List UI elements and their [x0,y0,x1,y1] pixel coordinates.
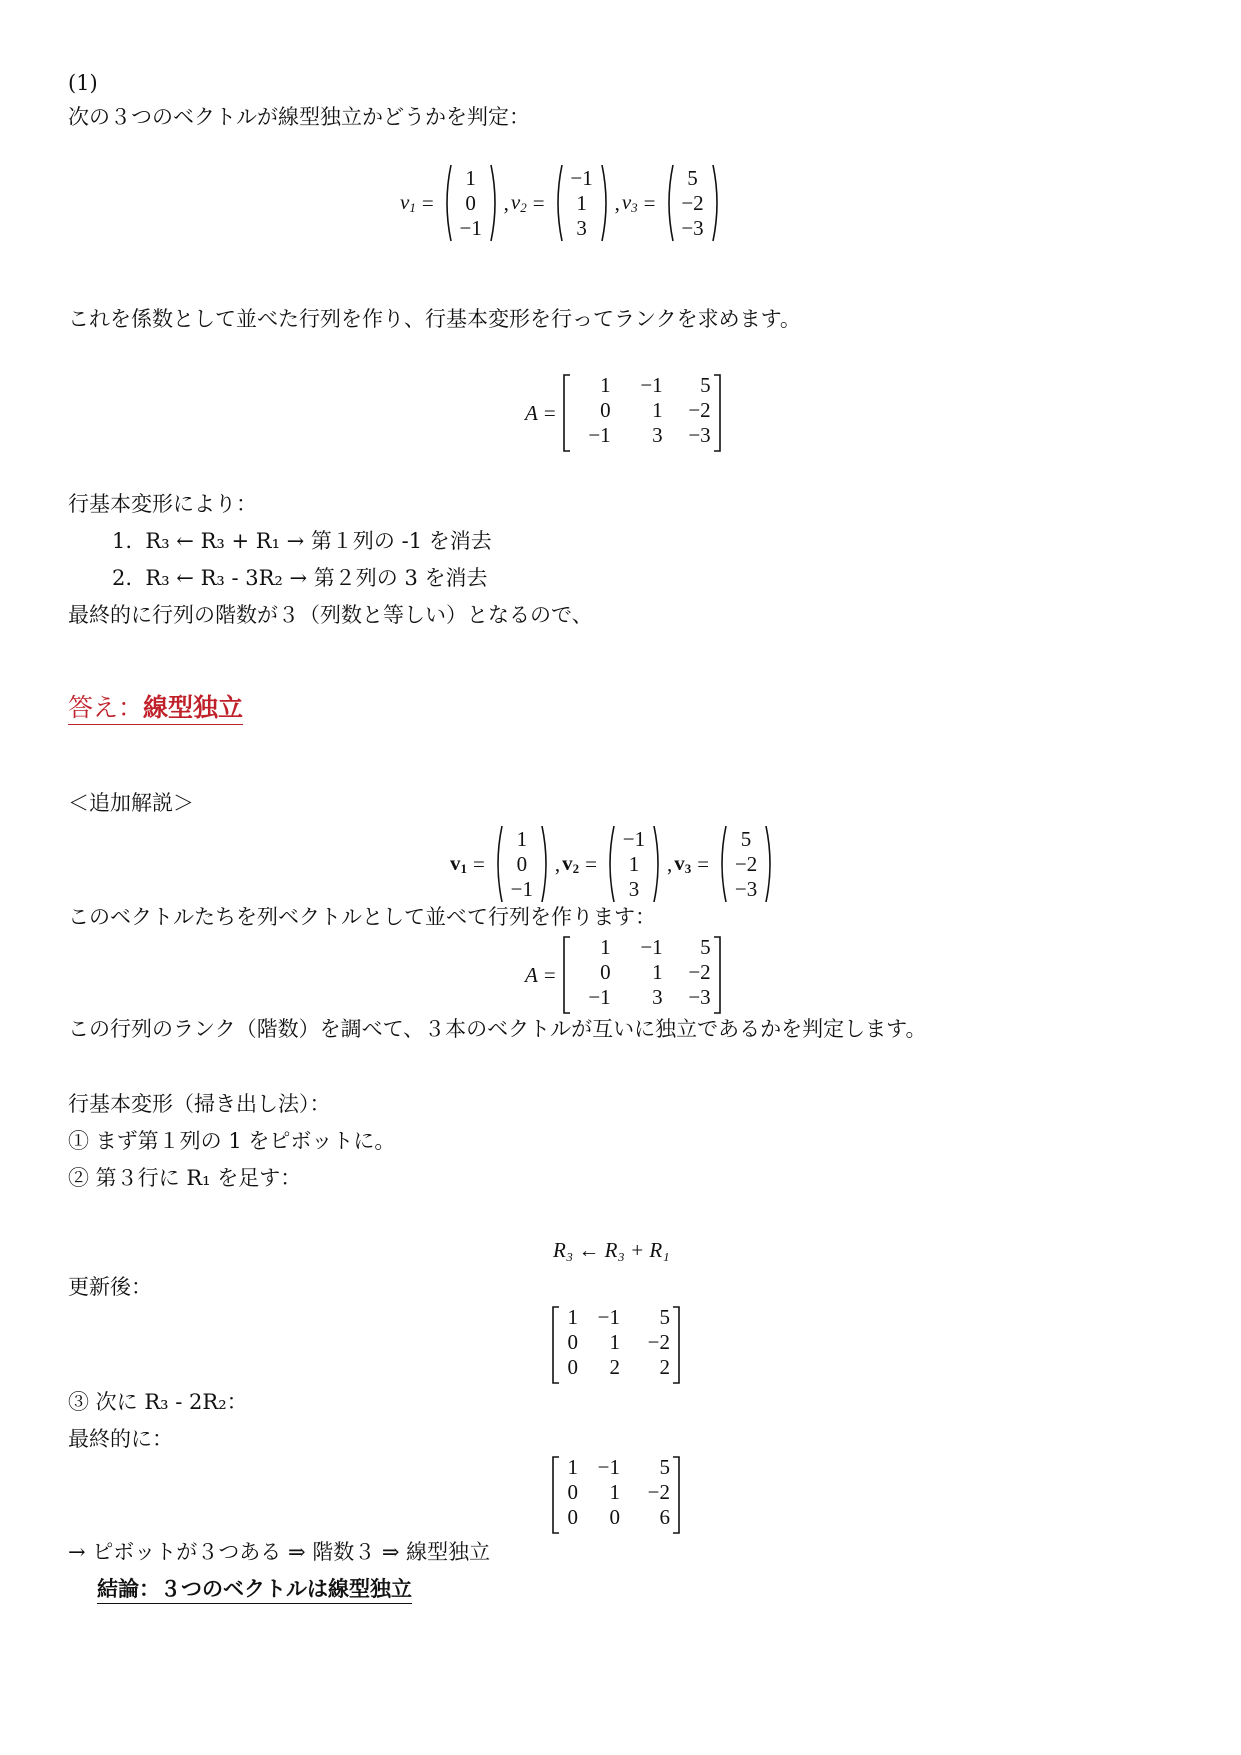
step-2: ② 第３行に R₁ を足す： [68,1166,302,1190]
pivot-line: → ピボットが３つある ⇒ 階数３ ⇒ 線型独立 [68,1540,491,1564]
vector-label-2: $v_2$ [510,190,527,215]
vector-equation: $v_1$ = 1 0 −1 , $v_2$ = −1 1 3 , $v_3$ = 5 −2 −3 [400,163,724,243]
matrix-a: A = 1 −1 5 0 1 −2 −1 3 −3 [525,373,722,453]
vector-2: −1 1 3 [553,163,611,243]
answer: 答え：線型独立 [68,692,243,725]
final-line: 最終的に行列の階数が３（列数と等しい）となるので、 [68,603,593,627]
step-3: ③ 次に R₃ - 2R₂： [68,1390,248,1414]
elimination-title: 行基本変形（掃き出し法）： [68,1092,331,1116]
intro-text: 次の３つのベクトルが線型独立かどうかを判定： [68,105,530,129]
matrix-final: 1 −1 5 0 1 −2 0 0 6 [551,1455,681,1535]
paragraph-2: このベクトルたちを列ベクトルとして並べて行列を作ります： [68,905,656,929]
vector-equation-bold: $v_1$ = 1 0 −1 , $v_2$ = −1 1 3 , $v_3$ = 5 −2 −3 [450,824,777,904]
final-label: 最終的に： [68,1427,173,1451]
paragraph-3: この行列のランク（階数）を調べて、３本のベクトルが互いに独立であるかを判定します。 [68,1017,927,1041]
vector-1: 1 0 −1 [442,163,500,243]
paragraph-1: これを係数として並べた行列を作り、行基本変形を行ってランクを求めます。 [68,307,801,331]
section-heading: (1) [68,71,98,95]
vector-label-1: $v_1$ [400,190,416,215]
op-item-1: 1. R₃ ← R₃ + R₁ → 第１列の -1 を消去 [112,529,492,553]
ops-intro: 行基本変形により： [68,492,257,516]
matrix-updated: 1 −1 5 0 1 −2 0 2 2 [551,1305,681,1385]
vector-label-3: $v_3$ [621,190,638,215]
updated-label: 更新後： [68,1275,152,1299]
step-formula: R₃ ← R₃ + R₁ [553,1238,670,1262]
op-item-2: 2. R₃ ← R₃ - 3R₂ → 第２列の 3 を消去 [112,566,488,590]
step-1: ① まず第１列の 1 をピボットに。 [68,1129,396,1153]
conclusion: 結論：３つのベクトルは線型独立 [97,1575,412,1604]
extra-title: ＜追加解説＞ [68,791,194,815]
matrix-a-second: A = 1 −1 5 0 1 −2 −1 3 −3 [525,935,722,1015]
vector-3: 5 −2 −3 [664,163,722,243]
